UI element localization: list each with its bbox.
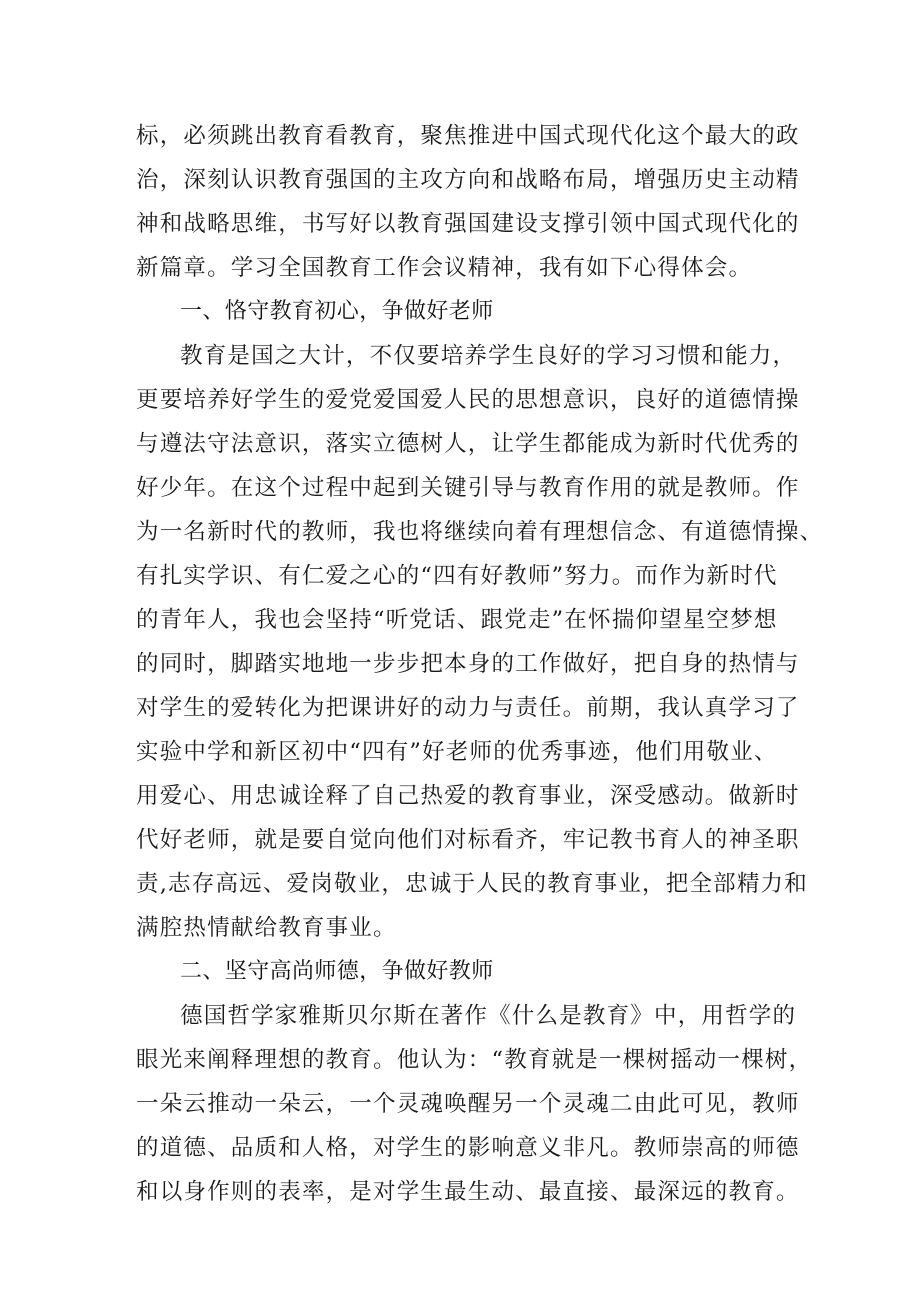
section-heading-2: 二、坚守高尚师德，争做好教师 <box>180 959 494 984</box>
section-1-paragraph <box>136 334 824 950</box>
section-heading-1: 一、恪守教育初心，争做好老师 <box>180 299 494 324</box>
text-line: 治，深刻认识教育强国的主攻方向和战略布局，增强历史主动精 <box>136 167 800 193</box>
text-line: 德国哲学家雅斯贝尔斯在著作《什么是教育》中，用哲学的 <box>180 1003 797 1029</box>
text-line: 对学生的爱转化为把课讲好的动力与责任。前期，我认真学习了 <box>136 695 800 721</box>
intro-paragraph <box>136 114 800 290</box>
text-line: 的道德、品质和人格，对学生的影响意义非凡。教师崇高的师德 <box>136 1135 800 1161</box>
text-line: 代好老师，就是要自觉向他们对标看齐，牢记教书育人的神圣职 <box>136 827 800 853</box>
text-line: 神和战略思维，书写好以教育强国建设支撑引领中国式现代化的 <box>136 211 800 237</box>
text-line: 责,志存高远、爱岗敬业，忠诚于人民的教育事业，把全部精力和 <box>136 871 808 897</box>
document-body <box>136 114 824 1214</box>
text-line: 的同时，脚踏实地地一步步把本身的工作做好，把自身的热情与 <box>136 651 800 677</box>
text-line: 更要培养好学生的爱党爱国爱人民的思想意识，良好的道德情操 <box>136 387 800 413</box>
text-line: 和以身作则的表率，是对学生最生动、最直接、最深远的教育。 <box>136 1179 800 1205</box>
text-line: 满腔热情献给教育事业。 <box>136 915 397 941</box>
text-line: 好少年。在这个过程中起到关键引导与教育作用的就是教师。作 <box>136 475 800 501</box>
text-line: 实验中学和新区初中“四有”好老师的优秀事迹，他们用敬业、 <box>136 739 778 765</box>
text-line: 教育是国之大计，不仅要培养学生良好的学习习惯和能力， <box>180 343 797 369</box>
text-line: 新篇章。学习全国教育工作会议精神，我有如下心得体会。 <box>136 255 753 281</box>
text-line: 标，必须跳出教育看教育，聚焦推进中国式现代化这个最大的政 <box>136 123 800 149</box>
text-line: 一朵云推动一朵云，一个灵魂唤醒另一个灵魂二由此可见，教师 <box>136 1091 800 1117</box>
text-line: 与遵法守法意识，落实立德树人，让学生都能成为新时代优秀的 <box>136 431 800 457</box>
text-line: 用爱心、用忠诚诠释了自己热爱的教育事业，深受感动。做新时 <box>136 783 800 809</box>
text-line: 的青年人，我也会坚持“听党话、跟党走”在怀揣仰望星空梦想 <box>136 607 778 633</box>
text-line: 有扎实学识、有仁爱之心的“四有好教师”努力。而作为新时代 <box>136 563 778 589</box>
text-line: 眼光来阐释理想的教育。他认为：“教育就是一棵树摇动一棵树， <box>136 1047 813 1073</box>
text-line: 为一名新时代的教师，我也将继续向着有理想信念、有道德情操、 <box>136 519 824 545</box>
section-2-paragraph <box>136 994 813 1214</box>
